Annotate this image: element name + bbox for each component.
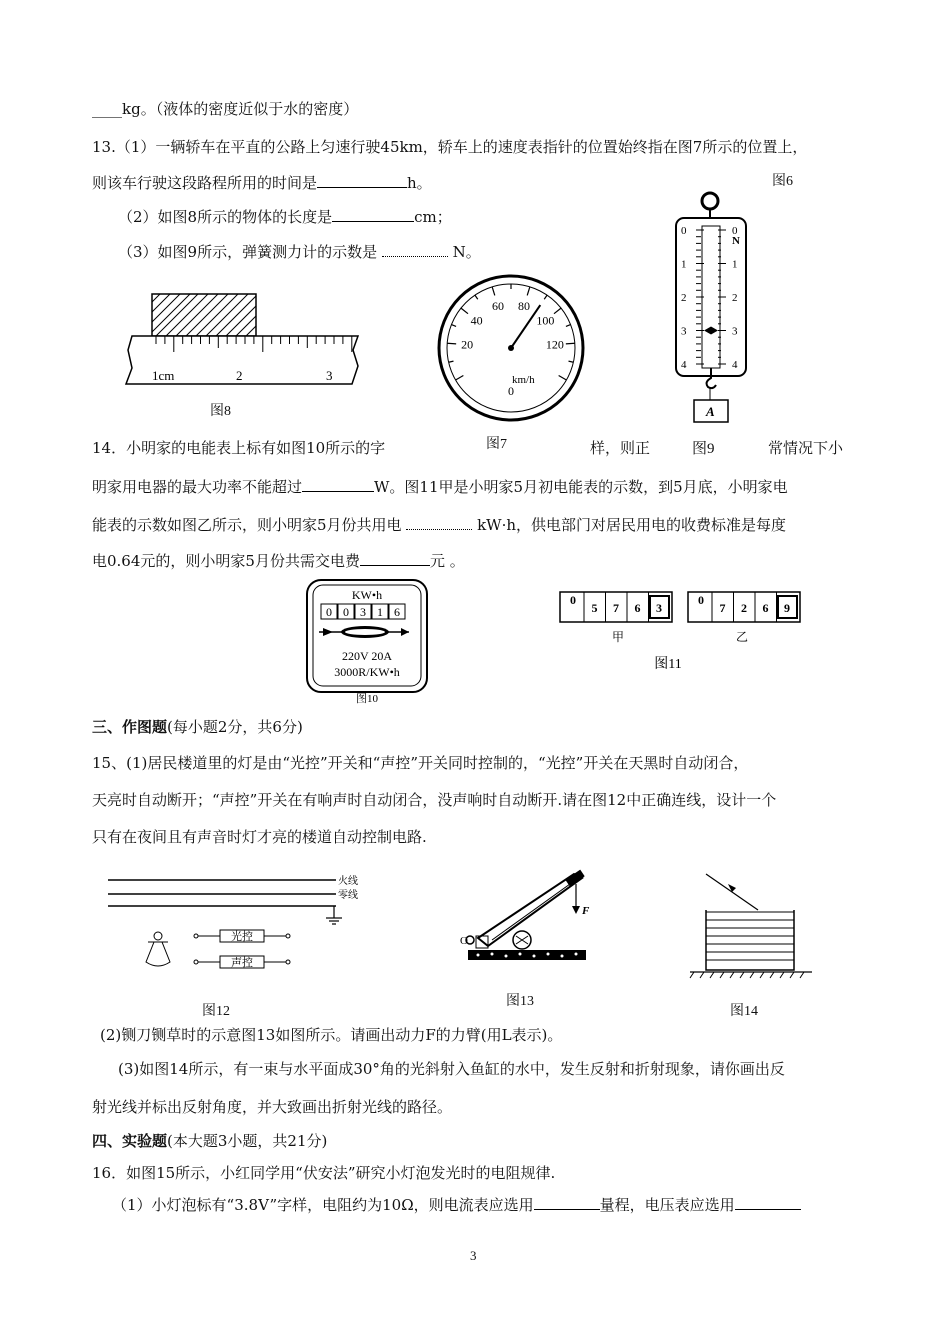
fig6-caption: 图6 [772,174,793,189]
fig11-yi-label: 乙 [735,630,749,644]
q15-3-line2: 射光线并标出反射角度，并大致画出折射光线的路径。 [92,1098,453,1116]
meter11-digit: 6 [762,601,769,615]
ruler-label-2: 2 [236,368,243,383]
meter11-digit: 7 [613,601,619,615]
fig12-caption: 图12 [202,1004,230,1019]
hay-cutter-fig13 [458,866,598,966]
meter11-digit: 5 [591,601,598,615]
section3-heading [92,716,303,737]
meter11-digit: 6 [634,601,641,615]
meter11-digit: 2 [741,601,747,615]
q14-c-text: 能表的示数如图乙所示，则小明家5月份共用电 [92,516,407,534]
ruler-figure [124,290,364,390]
fig7-caption: 图7 [486,437,507,452]
scale-label-right-2: 2 [732,292,738,304]
q16-voltmeter-blank[interactable] [735,1195,801,1210]
meter10-digit: 3 [360,605,366,619]
section4-heading [92,1130,327,1151]
q15-line3: 只有在夜间且有声音时灯才亮的楼道自动控制电路. [92,828,427,846]
fig14-caption: 图14 [730,1004,758,1019]
sound-switch-label: 声控 [231,957,253,969]
spring-scale [670,190,770,430]
q13-3-text: （3）如图9所示，弹簧测力计的示数是 [118,243,382,261]
q14-line1-a: 14．小明家的电能表上标有如图10所示的字 [92,439,386,457]
q16-ammeter-blank[interactable] [534,1195,600,1210]
q13-2-blank[interactable] [332,207,414,222]
meter11-digit: 7 [719,601,726,615]
section4-title: 四、实验题 [92,1132,168,1150]
q13-1-unit: h。 [407,174,432,192]
circuit-fig12 [100,872,390,982]
q13-3-unit: N。 [447,243,481,261]
q16-line1: 16．如图15所示，小红同学用“伏安法”研究小灯泡发光时的电阻规律. [92,1164,556,1182]
q16-b-mid: 量程，电压表应选用 [599,1196,735,1214]
q15-2-line: (2)铡刀铡草时的示意图13如图所示。请画出动力F的力臂(用L表示)。 [100,1026,563,1044]
q13-1-line1: 13.（1）一辆轿车在平直的公路上匀速行驶45km，轿车上的速度表指针的位置始终指在图7所示的位置上， [92,138,808,156]
speed-label-60: 60 [492,298,505,313]
pivot-label: O [460,935,468,947]
meter10-digits [321,604,405,619]
measured-block [152,294,256,336]
scale-label-right-3: 3 [732,325,738,338]
light-switch-label: 光控 [231,931,253,943]
meter10-digit: 0 [343,605,349,619]
q14-power-blank[interactable] [302,477,374,492]
scale-slot [702,226,720,368]
sound-switch [194,955,290,969]
light-switch [194,929,290,943]
scale-label-left-3: 3 [681,325,687,338]
scale-label-right-0: 0 [732,225,738,237]
q14-d-text: 电0.64元的，则小明家5月份共需交电费 [92,552,360,570]
q16-b-text: （1）小灯泡标有“3.8V”字样，电阻约为10Ω，则电流表应选用 [112,1196,534,1214]
meter10-digit: 6 [394,605,400,619]
fig8-caption: 图8 [210,404,231,419]
scale-label-left-2: 2 [681,292,687,304]
fig11-jia-label: 甲 [611,630,625,644]
q14-line2 [92,476,788,497]
neutral-wire-label: 零线 [338,890,358,901]
live-wire-label: 火线 [338,876,358,887]
fig13-caption: 图13 [506,994,534,1009]
scale-label-right-1: 1 [732,258,738,271]
q14-b-text: 明家用电器的最大功率不能超过 [92,478,303,496]
q13-1-line2 [92,172,432,193]
speed-label-120: 120 [545,337,564,352]
meter11-yi [688,592,800,622]
speedometer-zero: 0 [508,384,514,398]
q14-line1-b: 样，则正 [590,439,651,457]
q14-energy-blank[interactable] [406,515,472,530]
section3-note: (每小题2分，共6分) [167,718,303,736]
fig11-caption: 图11 [654,657,682,672]
speedometer-hub [508,345,514,351]
q15-3-line1: (3)如图14所示，有一束与水平面成30°角的光斜射入鱼缸的水中，发生反射和折射现象，请你画出反 [118,1060,785,1078]
q15-line2: 天亮时自动断开；“声控”开关在有响声时自动闭合，没声响时自动断开.请在图12中正确连线，设计一个 [92,791,777,809]
meter10-digit: 0 [326,605,332,619]
q13-3-line [118,241,481,262]
speedometer [436,273,586,423]
q14-c-rest: kW·h，供电部门对居民用电的收费标准是每度 [472,516,787,534]
speed-label-40: 40 [470,313,483,328]
ruler-label-1: 1cm [152,368,175,383]
q13-2-unit: cm； [414,208,452,226]
speed-tick [447,343,456,344]
page-number: 3 [470,1248,477,1263]
fig10-caption: 图10 [356,693,378,705]
ground-base [468,950,586,960]
line-kg: ____kg。（液体的密度近似于水的密度） [92,100,359,118]
scale-label-left-4: 4 [681,359,687,371]
q13-1-text: 则该车行驶这段路程所用的时间是 [92,174,318,192]
section4-note: (本大题3小题，共21分) [167,1132,328,1150]
q13-2-text: （2）如图8所示的物体的长度是 [118,208,333,226]
section3-title: 三、作图题 [92,718,168,736]
meter10-constant: 3000R/KW•h [334,665,400,679]
scale-label-left-0: 0 [681,225,687,237]
block-hatch [152,294,256,336]
scale-unit: N [732,235,740,247]
speed-tick [566,343,575,344]
scale-label-right-4: 4 [732,359,738,371]
energy-meter-fig11 [558,590,818,680]
meter11-digit: 3 [656,601,662,615]
meter10-digit: 1 [377,605,383,619]
meter10-unit: KW•h [351,588,383,602]
speedometer-unit: km/h [512,374,535,386]
meter10-rating: 220V 20A [341,649,393,663]
energy-meter-fig10 [305,578,429,708]
q13-1-blank[interactable] [317,173,407,188]
q14-line3 [92,514,786,535]
meter11-digit: 0 [570,593,576,607]
q15-line1: 15、(1)居民楼道里的灯是由“光控”开关和“声控”开关同时控制的，“光控”开关在天黑时自动闭合， [92,754,749,772]
fig9-caption: 图9 [692,441,715,457]
force-label: F [582,905,590,917]
meter11-digit: 0 [698,593,704,607]
scale-label-left-1: 1 [681,258,687,271]
speed-label-20: 20 [461,337,474,352]
q14-b-rest: W。图11甲是小明家5月初电能表的示数，到5月底，小明家电 [374,478,788,496]
q13-3-blank[interactable] [382,242,448,257]
speed-label-100: 100 [536,313,555,328]
meter11-digit: 9 [784,601,790,615]
q16-line2 [112,1194,801,1215]
q14-fee-blank[interactable] [360,551,430,566]
q14-line4 [92,550,465,571]
speed-label-80: 80 [517,298,530,313]
ruler-label-3: 3 [326,368,333,383]
fish-tank-fig14 [686,872,816,982]
block-a-label: A [706,404,715,419]
q13-2-line [118,206,452,227]
q14-line1-c: 常情况下小 [768,439,844,457]
q14-d-rest: 元 。 [429,552,465,570]
meter11-jia [560,592,672,622]
lamp-icon [146,932,170,966]
